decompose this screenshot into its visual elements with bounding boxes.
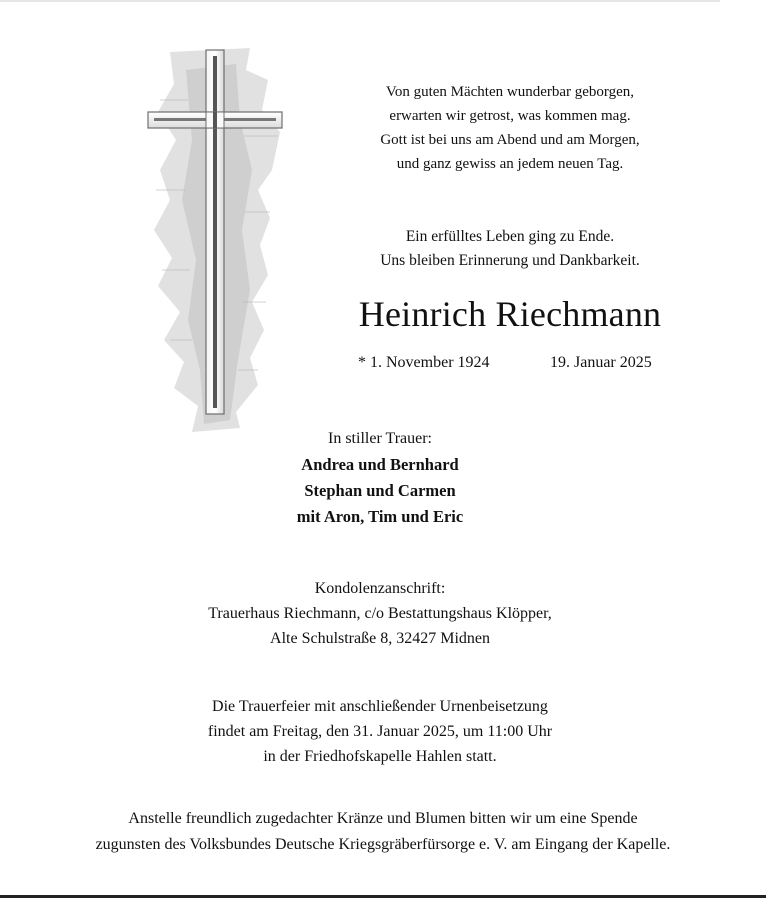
death-date: 19. Januar 2025: [550, 354, 652, 371]
closing-line: zugunsten des Volksbundes Deutsche Kriegsgräberfürsorge e. V. am Eingang der Kapelle.: [95, 836, 671, 853]
birth-date: * 1. November 1924: [358, 354, 490, 371]
bottom-rule: [0, 895, 766, 898]
condolence-heading: Kondolenzanschrift:: [314, 580, 446, 597]
mourner-name: Stephan und Carmen: [304, 481, 456, 500]
condolence-line: Trauerhaus Riechmann, c/o Bestattungshaus Klöpper,: [208, 605, 552, 622]
poem-line: Gott ist bei uns am Abend und am Morgen,: [380, 132, 640, 148]
poem: [320, 80, 700, 176]
condolence-address: [130, 576, 630, 651]
poem-line: Von guten Mächten wunderbar geborgen,: [385, 84, 635, 100]
mourners-intro: In stiller Trauer:: [328, 430, 432, 447]
motto-line: Uns bleiben Erinnerung und Dankbarkeit.: [380, 252, 640, 269]
poem-line: und ganz gewiss an jedem neuen Tag.: [396, 156, 624, 172]
top-rule: [0, 0, 720, 2]
mourner-name: mit Aron, Tim und Eric: [296, 507, 464, 526]
funeral-line: Die Trauerfeier mit anschließender Urnenbeisetzung: [212, 698, 548, 715]
funeral-line: findet am Freitag, den 31. Januar 2025, um 11:00 Uhr: [207, 723, 553, 740]
motto-line: Ein erfülltes Leben ging zu Ende.: [405, 228, 615, 245]
motto: [320, 225, 700, 273]
condolence-line: Alte Schulstraße 8, 32427 Midnen: [270, 630, 490, 647]
closing-line: Anstelle freundlich zugedachter Kränze und Blumen bitten wir um eine Spende: [128, 810, 638, 827]
mourners: [180, 426, 580, 530]
cross-icon: [140, 40, 290, 440]
funeral-notice: [130, 694, 630, 769]
deceased-name: Heinrich Riechmann: [358, 294, 662, 334]
donation-request: [20, 806, 746, 858]
mourner-name: Andrea und Bernhard: [301, 455, 459, 474]
funeral-line: in der Friedhofskapelle Hahlen statt.: [263, 748, 497, 765]
poem-line: erwarten wir getrost, was kommen mag.: [389, 108, 631, 124]
